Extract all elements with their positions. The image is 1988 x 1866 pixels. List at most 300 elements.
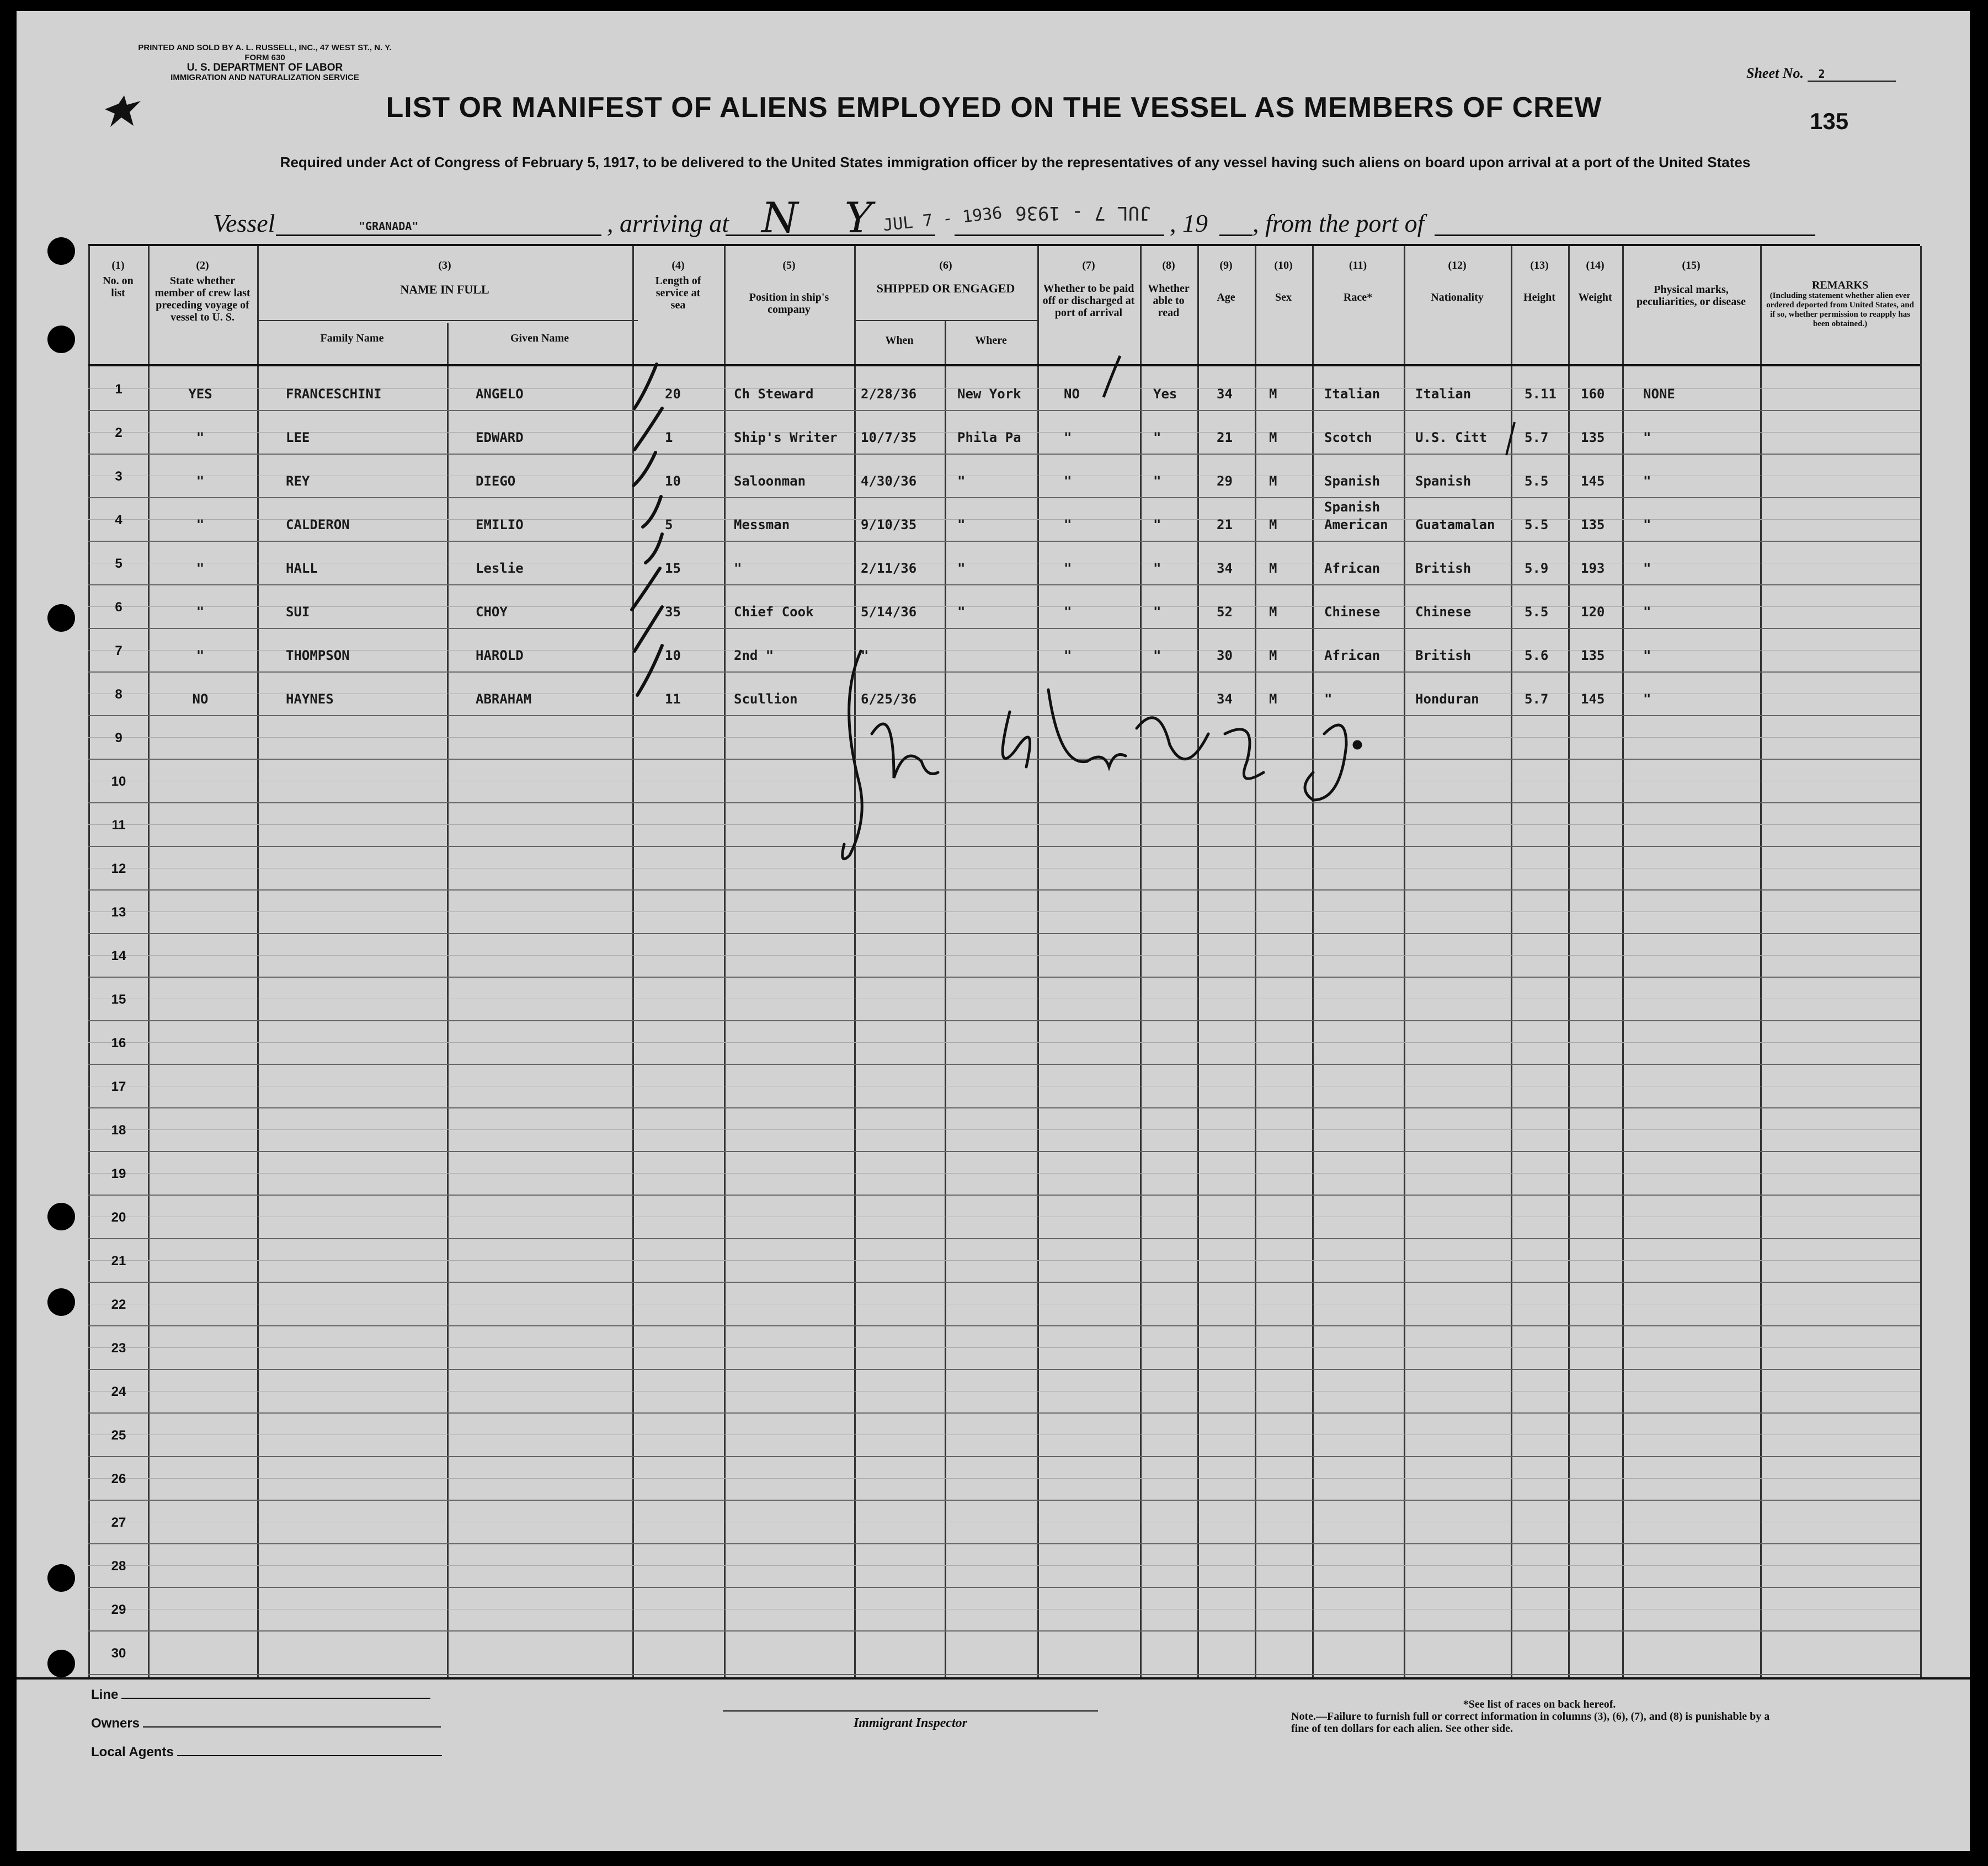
row-line — [88, 497, 1920, 498]
col-line — [1404, 246, 1405, 1677]
col-16-sublabel: (Including statement whether alien ever ordered deported from United States, and if so, whether permission to reapply has been obtained.) — [1766, 291, 1914, 328]
cell-nationality: Guatamalan — [1415, 517, 1495, 532]
cell-family: REY — [286, 473, 310, 489]
row-line — [88, 1151, 1920, 1152]
footer-agents — [91, 1745, 442, 1760]
row-line — [88, 1195, 1920, 1196]
cell-marks: " — [1643, 691, 1651, 707]
col-10-label: Sex — [1275, 291, 1292, 303]
cell-weight: 120 — [1581, 604, 1605, 620]
col-2-header — [148, 259, 257, 323]
col-6-number: (6) — [939, 259, 952, 271]
cell-paid: NO — [1064, 386, 1080, 402]
row-mid-line — [88, 1565, 1920, 1566]
tick-mark — [633, 452, 655, 486]
footer-line-blank — [121, 1698, 430, 1699]
cell-where: Phila Pa — [957, 430, 1021, 445]
col-15-label: Physical marks, peculiarities, or disease — [1637, 284, 1746, 308]
col-7-label: Whether to be paid off or discharged at port of arrival — [1042, 282, 1135, 319]
cell-read: " — [1153, 561, 1161, 576]
from-port-underline — [1435, 234, 1815, 236]
cell-prev: " — [196, 430, 205, 445]
row-line — [88, 541, 1920, 542]
row-mid-line — [88, 955, 1920, 956]
cell-nationality: Honduran — [1415, 691, 1479, 707]
cell-given: HAROLD — [476, 648, 524, 663]
row-line — [88, 1064, 1920, 1065]
shipped-subheader-line — [854, 320, 1037, 321]
cell-paid: " — [1064, 517, 1072, 532]
row-number: 18 — [111, 1123, 126, 1138]
col-9-header — [1197, 259, 1255, 303]
cell-read: " — [1153, 473, 1161, 489]
cell-when: 2/28/36 — [861, 386, 917, 402]
cell-race: Spanish — [1324, 473, 1381, 489]
cell-nationality: Chinese — [1415, 604, 1472, 620]
cell-nationality: Spanish — [1415, 473, 1472, 489]
date-stamp-1: JUL 7 - 1936 — [882, 203, 1003, 236]
row-number: 3 — [115, 469, 122, 484]
cell-service: 10 — [665, 648, 681, 663]
col-line — [1255, 246, 1256, 1677]
cell-where: " — [957, 604, 966, 620]
cell-race: African — [1324, 561, 1381, 576]
row-number: 7 — [115, 643, 122, 658]
cell-when: " — [861, 648, 869, 663]
col-2-number: (2) — [196, 259, 209, 271]
cell-age: 34 — [1217, 561, 1233, 576]
cell-height: 5.7 — [1525, 691, 1549, 707]
table-bottom-border — [17, 1677, 1970, 1680]
cell-marks: " — [1643, 430, 1651, 445]
year-label: , 19 — [1170, 209, 1208, 237]
cell-sex: M — [1269, 517, 1277, 532]
row-number: 19 — [111, 1166, 126, 1181]
cell-position: Saloonman — [734, 473, 806, 489]
row-line — [88, 584, 1920, 585]
col-5-header — [724, 259, 854, 316]
cell-weight: 135 — [1581, 648, 1605, 663]
col-10-header — [1255, 259, 1312, 303]
cell-given: EMILIO — [476, 517, 524, 532]
cell-age: 21 — [1217, 430, 1233, 445]
cell-paid: " — [1064, 473, 1072, 489]
cell-prev: " — [196, 648, 205, 663]
cell-height: 5.7 — [1525, 430, 1549, 445]
row-number: 6 — [115, 600, 122, 615]
footer-owners-label: Owners — [91, 1716, 140, 1731]
cell-given: ANGELO — [476, 386, 524, 402]
row-mid-line — [88, 1347, 1920, 1348]
col-8-label: Whether able to read — [1148, 282, 1190, 319]
row-line — [88, 1456, 1920, 1457]
cell-nationality: British — [1415, 648, 1472, 663]
sheet-number — [1746, 65, 1896, 82]
cell-race: Chinese — [1324, 604, 1381, 620]
col-14-label: Weight — [1578, 291, 1612, 303]
row-line — [88, 1369, 1920, 1370]
col-12-label: Nationality — [1431, 291, 1484, 303]
footer-note-text: Note.—Failure to furnish full or correct information in columns (3), (6), (7), and (8) is punishable by a fine of ten dollars for each alien. See other side. — [1291, 1710, 1770, 1735]
year-underline — [1219, 234, 1253, 236]
cell-race: Scotch — [1324, 430, 1372, 445]
row-number: 26 — [111, 1472, 126, 1486]
row-number: 4 — [115, 513, 122, 527]
cell-read: " — [1153, 517, 1161, 532]
sheet-number-label: Sheet No. — [1746, 65, 1804, 81]
tick-mark — [632, 568, 660, 610]
row-line — [88, 933, 1920, 934]
col-13-header — [1511, 259, 1568, 303]
col-line — [854, 246, 856, 1677]
vessel-name: "GRANADA" — [359, 220, 419, 233]
col-4-number: (4) — [671, 259, 685, 271]
vessel-label: Vessel — [213, 209, 275, 237]
printer-line-1: PRINTED AND SOLD BY A. L. RUSSELL, INC., 47 WEST ST., N. Y. — [138, 43, 392, 52]
cell-position: Messman — [734, 517, 790, 532]
cell-age: 34 — [1217, 691, 1233, 707]
row-line — [88, 1020, 1920, 1021]
cell-when: 9/10/35 — [861, 517, 917, 532]
row-mid-line — [88, 911, 1920, 912]
cell-paid: " — [1064, 430, 1072, 445]
name-subheader-line — [257, 320, 638, 321]
col-11-label: Race* — [1343, 291, 1373, 303]
col-2-label: State whether member of crew last preceding voyage of vessel to U. S. — [154, 275, 251, 323]
cell-service: 35 — [665, 604, 681, 620]
tick-mark — [643, 497, 661, 527]
cell-family: THOMPSON — [286, 648, 350, 663]
col-14-number: (14) — [1586, 259, 1605, 271]
row-line — [88, 1543, 1920, 1544]
cell-sex: M — [1269, 691, 1277, 707]
cell-weight: 160 — [1581, 386, 1605, 402]
col-9-label: Age — [1217, 291, 1235, 303]
cell-marks: " — [1643, 648, 1651, 663]
footer-note-races: *See list of races on back hereof. — [1463, 1698, 1616, 1710]
punch-hole — [47, 1650, 75, 1677]
row-mid-line — [88, 1173, 1920, 1174]
tick-mark — [637, 646, 662, 695]
punch-hole — [47, 326, 75, 353]
form-subtitle: Required under Act of Congress of February 5, 1917, to be delivered to the United States immigration officer by the representatives of any vessel having such aliens on board upon arrival at a port of the United States — [280, 154, 1751, 170]
tick-mark-paid — [1098, 353, 1131, 403]
col-line — [1197, 246, 1199, 1677]
footer-owners-blank — [143, 1726, 441, 1728]
row-mid-line — [88, 1042, 1920, 1043]
row-line — [88, 1325, 1920, 1326]
printer-imprint — [66, 43, 463, 83]
cell-paid: " — [1064, 604, 1072, 620]
cell-when: 2/11/36 — [861, 561, 917, 576]
header-bottom-border — [88, 364, 1920, 366]
col-3-label: NAME IN FULL — [400, 282, 489, 296]
cell-service: 15 — [665, 561, 681, 576]
col-13-label: Height — [1523, 291, 1555, 303]
cell-race: " — [1324, 691, 1333, 707]
cell-position: Ch Steward — [734, 386, 814, 402]
cell-weight: 193 — [1581, 561, 1605, 576]
punch-hole — [47, 1564, 75, 1592]
cell-nationality: Italian — [1415, 386, 1472, 402]
cell-height: 5.5 — [1525, 604, 1549, 620]
footer-line-label: Line — [91, 1687, 119, 1702]
row-line — [88, 410, 1920, 411]
cell-when: 5/14/36 — [861, 604, 917, 620]
punch-hole — [47, 237, 75, 265]
row-line — [88, 1412, 1920, 1414]
cell-sex: M — [1269, 386, 1277, 402]
cell-when: 4/30/36 — [861, 473, 917, 489]
col-6a-label: When — [885, 334, 914, 346]
date-underline — [955, 234, 1164, 236]
row-number: 30 — [111, 1646, 126, 1661]
col-8-number: (8) — [1162, 259, 1175, 271]
col-line — [724, 246, 726, 1677]
row-number: 2 — [115, 425, 122, 440]
footer-note — [1291, 1698, 1788, 1735]
cell-paid: " — [1064, 648, 1072, 663]
cell-weight: 135 — [1581, 430, 1605, 445]
col-1-header — [88, 259, 148, 299]
cell-position: Ship's Writer — [734, 430, 838, 445]
cell-where: " — [957, 517, 966, 532]
cell-family: SUI — [286, 604, 310, 620]
row-line — [88, 889, 1920, 891]
cell-marks: " — [1643, 561, 1651, 576]
cell-sex: M — [1269, 604, 1277, 620]
row-number: 25 — [111, 1428, 126, 1443]
row-mid-line — [88, 1129, 1920, 1130]
col-3b-label: Given Name — [510, 332, 569, 344]
col-6-header — [854, 259, 1037, 295]
officer-signature — [828, 635, 1368, 877]
col-1-label: No. on list — [103, 275, 134, 299]
col-3-number: (3) — [438, 259, 451, 271]
cell-when: 10/7/35 — [861, 430, 917, 445]
col-line — [447, 323, 449, 1677]
col-line — [1140, 246, 1142, 1677]
col-14-header — [1568, 259, 1622, 303]
row-number: 8 — [115, 687, 122, 702]
cell-weight: 145 — [1581, 691, 1605, 707]
row-number: 21 — [111, 1254, 126, 1268]
row-mid-line — [88, 1478, 1920, 1479]
col-5-label: Position in ship's company — [749, 291, 829, 316]
footer-line — [91, 1687, 430, 1703]
col-line — [1760, 246, 1762, 1677]
cell-age: 52 — [1217, 604, 1233, 620]
col-9-number: (9) — [1219, 259, 1233, 271]
cell-position: Chief Cook — [734, 604, 814, 620]
cell-age: 29 — [1217, 473, 1233, 489]
row-number: 23 — [111, 1341, 126, 1356]
cell-family: FRANCESCHINI — [286, 386, 382, 402]
cell-service: 1 — [665, 430, 673, 445]
tick-marks — [623, 359, 690, 712]
cell-paid: " — [1064, 561, 1072, 576]
row-line — [88, 1500, 1920, 1501]
footer-agents-blank — [177, 1755, 442, 1756]
cell-position: 2nd " — [734, 648, 774, 663]
col-line — [257, 246, 259, 1677]
cell-where: New York — [957, 386, 1021, 402]
immigrant-inspector-signature-line: Immigrant Inspector — [723, 1710, 1098, 1731]
printer-line-2: FORM 630 — [244, 53, 285, 62]
table-top-border — [88, 244, 1920, 246]
cell-service: 20 — [665, 386, 681, 402]
cell-marks: " — [1643, 517, 1651, 532]
printer-line-3: U. S. DEPARTMENT OF LABOR — [186, 62, 343, 73]
cell-read: " — [1153, 430, 1161, 445]
cell-height: 5.11 — [1525, 386, 1557, 402]
row-line — [88, 454, 1920, 455]
col-16-label: REMARKS — [1811, 279, 1869, 291]
cell-prev: YES — [188, 386, 212, 402]
row-number: 16 — [111, 1036, 126, 1051]
row-number: 29 — [111, 1602, 126, 1617]
row-line — [88, 628, 1920, 629]
col-4-header — [632, 259, 724, 311]
col-5-number: (5) — [782, 259, 796, 271]
cell-read: Yes — [1153, 386, 1177, 402]
row-number: 9 — [115, 731, 122, 745]
cell-height: 5.5 — [1525, 473, 1549, 489]
cell-weight: 135 — [1581, 517, 1605, 532]
cell-family: HAYNES — [286, 691, 334, 707]
cell-position: Scullion — [734, 691, 798, 707]
cell-nationality: British — [1415, 561, 1472, 576]
cell-read: " — [1153, 604, 1161, 620]
cell-height: 5.9 — [1525, 561, 1549, 576]
row-number: 11 — [111, 818, 126, 833]
cell-prev: " — [196, 473, 205, 489]
cell-race-line-1: Spanish — [1324, 499, 1381, 515]
punch-hole — [47, 604, 75, 632]
cell-age: 34 — [1217, 386, 1233, 402]
row-number: 13 — [111, 905, 126, 920]
footer-agents-label: Local Agents — [91, 1745, 174, 1760]
cell-given: EDWARD — [476, 430, 524, 445]
date-stamp-2: JUL 7 - 1936 — [1015, 202, 1151, 224]
col-6-label: SHIPPED OR ENGAGED — [876, 281, 1015, 295]
row-number: 24 — [111, 1384, 126, 1399]
cell-sex: M — [1269, 561, 1277, 576]
tick-mark — [635, 364, 657, 408]
col-line — [1568, 246, 1570, 1677]
col-16-header — [1760, 279, 1920, 329]
cell-marks: NONE — [1643, 386, 1675, 402]
col-11-header — [1312, 259, 1404, 303]
cell-where: " — [957, 473, 966, 489]
row-number: 17 — [111, 1079, 126, 1094]
col-line — [1920, 246, 1922, 1677]
cell-race: Italian — [1324, 386, 1381, 402]
row-number: 22 — [111, 1297, 126, 1312]
footer-owners — [91, 1716, 441, 1731]
printer-line-4: IMMIGRATION AND NATURALIZATION SERVICE — [170, 73, 359, 82]
row-number: 27 — [111, 1515, 126, 1530]
punch-hole — [47, 1288, 75, 1316]
col-1-number: (1) — [111, 259, 125, 271]
cell-family: HALL — [286, 561, 318, 576]
col-10-number: (10) — [1274, 259, 1293, 271]
sheet-number-value: 2 — [1808, 67, 1896, 82]
cell-weight: 145 — [1581, 473, 1605, 489]
cell-prev: " — [196, 604, 205, 620]
cell-height: 5.6 — [1525, 648, 1549, 663]
cell-when: 6/25/36 — [861, 691, 917, 707]
cell-age: 30 — [1217, 648, 1233, 663]
tick-mark — [635, 607, 662, 651]
col-15-header — [1622, 259, 1760, 308]
col-3-header — [257, 259, 632, 296]
row-number: 12 — [111, 861, 126, 876]
col-8-header — [1140, 259, 1197, 319]
col-12-number: (12) — [1448, 259, 1467, 271]
row-line — [88, 977, 1920, 978]
cell-age: 21 — [1217, 517, 1233, 532]
vessel-underline — [276, 234, 601, 236]
row-number: 10 — [111, 774, 126, 789]
col-line — [1037, 246, 1039, 1677]
cell-given: CHOY — [476, 604, 508, 620]
row-line — [88, 1238, 1920, 1239]
col-7-number: (7) — [1082, 259, 1095, 271]
cell-sex: M — [1269, 473, 1277, 489]
col-3a-label: Family Name — [320, 332, 384, 344]
cell-marks: " — [1643, 473, 1651, 489]
row-line — [88, 1282, 1920, 1283]
form-title: LIST OR MANIFEST OF ALIENS EMPLOYED ON THE VESSEL AS MEMBERS OF CREW — [386, 92, 1602, 124]
row-number: 20 — [111, 1210, 126, 1225]
col-12-header — [1404, 259, 1511, 303]
cell-sex: M — [1269, 648, 1277, 663]
cell-race: African — [1324, 648, 1381, 663]
col-line — [1511, 246, 1512, 1677]
tick-mark-nationality — [1501, 419, 1523, 458]
col-15-number: (15) — [1682, 259, 1701, 271]
cell-prev: " — [196, 517, 205, 532]
cell-service: 10 — [665, 473, 681, 489]
row-number: 15 — [111, 992, 126, 1007]
col-line — [1312, 246, 1314, 1677]
col-line — [1622, 246, 1624, 1677]
row-line — [88, 1587, 1920, 1588]
from-port-label: , from the port of — [1253, 209, 1425, 237]
cell-prev: NO — [192, 691, 209, 707]
row-line — [88, 1107, 1920, 1108]
cell-service: 5 — [665, 517, 673, 532]
row-number: 1 — [115, 382, 122, 397]
col-11-number: (11) — [1349, 259, 1367, 271]
col-7-header — [1037, 259, 1140, 319]
row-number: 14 — [111, 948, 126, 963]
cell-sex: M — [1269, 430, 1277, 445]
cell-service: 11 — [665, 691, 681, 707]
cell-prev: " — [196, 561, 205, 576]
cell-marks: " — [1643, 604, 1651, 620]
arriving-port: N Y — [761, 193, 889, 242]
col-6b-label: Where — [975, 334, 1007, 346]
cell-read: " — [1153, 648, 1161, 663]
arriving-label: , arriving at — [607, 209, 729, 237]
row-number: 5 — [115, 556, 122, 571]
cell-height: 5.5 — [1525, 517, 1549, 532]
col-4-label: Length of service at sea — [655, 275, 701, 311]
cell-nationality: U.S. Citt — [1415, 430, 1488, 445]
tick-mark — [646, 534, 662, 563]
